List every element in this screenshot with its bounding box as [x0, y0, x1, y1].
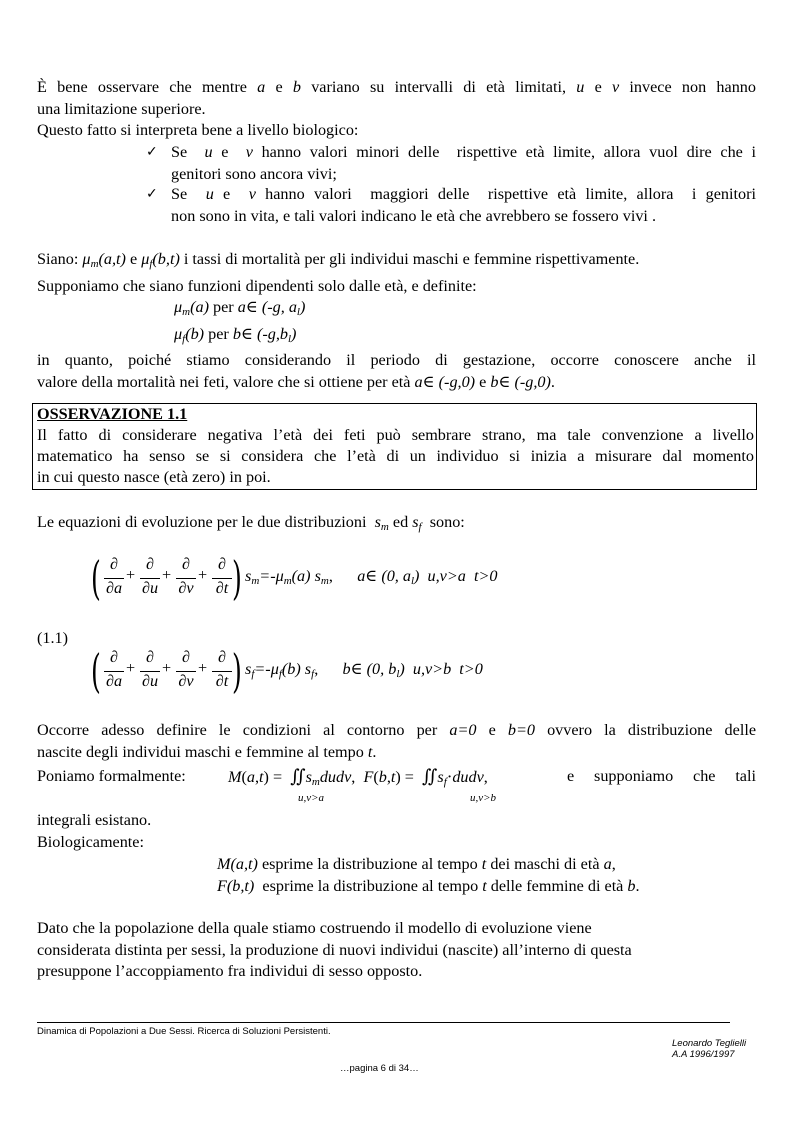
observation-title: OSSERVAZIONE 1.1 — [37, 405, 188, 423]
paragraph-line: nascite degli individui maschi e femmine al tempo t. — [37, 742, 377, 761]
evolution-intro: Le equazioni di evoluzione per le due distribuzioni $s_m$ ed $s_f$ sono: — [37, 513, 465, 533]
paragraph-line: una limitazione superiore. — [37, 99, 206, 118]
footer-title: Dinamica di Popolazioni a Due Sessi. Ricerca di Soluzioni Persistenti. — [37, 1026, 331, 1037]
paragraph-boundary — [37, 720, 756, 763]
bullet-item — [146, 142, 756, 185]
paragraph-line: Dato che la popolazione della quale stiamo costruendo il modello di evoluzione viene — [37, 919, 592, 937]
paragraph-reproduction — [37, 918, 756, 983]
integral-domain-f: u,v>b — [470, 792, 497, 804]
bullet-line: Se u e v hanno valori maggiori delle rispettive età limite, allora i genitori — [171, 185, 756, 203]
paragraph-line: in quanto, poiché stiamo considerando il periodo di gestazione, occorre conoscere anche il — [37, 351, 756, 369]
checkmark-icon: ✓ — [146, 186, 158, 202]
paragraph-mortality — [37, 249, 756, 393]
definition-line: $\mu_f(b)$ per b∈ $(-g,b_l)$ — [174, 324, 297, 345]
bullet-line: genitori sono ancora vivi; — [171, 164, 337, 183]
equation-number: (1.1) — [37, 629, 69, 647]
right-paren: ) — [232, 551, 242, 605]
paragraph-line: integrali esistano. — [37, 811, 152, 829]
definition-line: M(a,t) esprime la distribuzione al tempo t dei maschi di età a, — [217, 855, 616, 873]
right-paren: ) — [232, 644, 242, 698]
evolution-intro-text: Le equazioni di evoluzione per le due distribuzioni — [37, 513, 367, 531]
footer-author: Leonardo Teglielli — [672, 1038, 747, 1049]
integral-domain-m: u,v>a — [298, 792, 325, 804]
poniamo-text: Poniamo formalmente: — [37, 767, 186, 785]
suppose-text: e supponiamo che tali — [567, 767, 756, 785]
definition-line: F(b,t) esprime la distribuzione al tempo t delle femmine di età b. — [217, 876, 640, 895]
paragraph-biology — [37, 810, 756, 897]
observation-box — [32, 403, 757, 490]
mortality-description: i tassi di mortalità per gli individui maschi e femmine rispettivamente. — [183, 250, 640, 268]
paragraph-line: considerata distinta per sessi, la produzione di nuovi individui (nascite) all’interno di questa — [37, 940, 632, 959]
observation-line: Il fatto di considerare negativa l’età dei feti può sembrare strano, ma tale convenzione a livello — [37, 426, 754, 444]
observation-line: in cui questo nasce (età zero) in poi. — [37, 468, 271, 486]
footer-year: A.A 1996/1997 — [672, 1049, 735, 1060]
paragraph-line: presuppone l’accoppiamento fra individui di sesso opposto. — [37, 962, 423, 980]
checkmark-icon: ✓ — [146, 144, 158, 160]
bullet-line: Se u e v hanno valori minori delle rispettive età limite, allora vuol dire che i — [171, 143, 756, 161]
page-number: …pagina 6 di 34… — [340, 1063, 419, 1074]
fetal-mortality-text: valore della mortalità nei feti, valore che si ottiene per età — [37, 372, 411, 391]
definition-line: $\mu_m(a)$ per a∈ (-g, $a_l$) — [174, 298, 306, 318]
paragraph-line: Siano: $\mu_m(a,t)$ e $\mu_f(b,t)$ i tassi di mortalità per gli individui maschi e femmine rispettivamente. — [37, 250, 640, 270]
integral-m: M(a,t) = ∬ $s_mdudv$, F(b,t) = ∬ $s_f\cdot dudv$, — [228, 766, 488, 788]
paragraph-line: Occorre adesso definire le condizioni al contorno per a=0 e b=0 ovvero la distribuzione delle — [37, 721, 757, 739]
paragraph-line: valore della mortalità nei feti, valore che si ottiene per età a∈ (-g,0) e b∈ (-g,0). — [37, 372, 555, 391]
left-paren: ( — [91, 644, 101, 698]
observation-body — [37, 425, 754, 488]
paragraph-line: È bene osservare che mentre a e b variano su intervalli di età limitati, u e v invece non hanno — [37, 78, 756, 96]
paragraph-line: Questo fatto si interpreta bene a livello biologico: — [37, 121, 359, 139]
paragraph-intro — [37, 77, 756, 142]
bullet-line: non sono in vita, e tali valori indicano le età che avrebbero se fossero vivi . — [171, 206, 657, 225]
left-paren: ( — [91, 551, 101, 605]
bullet-item — [146, 184, 756, 227]
paragraph-line: Biologicamente: — [37, 832, 144, 851]
observation-line: matematico ha senso se si considera che l’età di un individuo si inizia a misurare dal momento — [37, 447, 754, 465]
footer-divider — [37, 1022, 730, 1023]
paragraph-line: Supponiamo che siano funzioni dipendenti solo dalle età, e definite: — [37, 276, 477, 295]
